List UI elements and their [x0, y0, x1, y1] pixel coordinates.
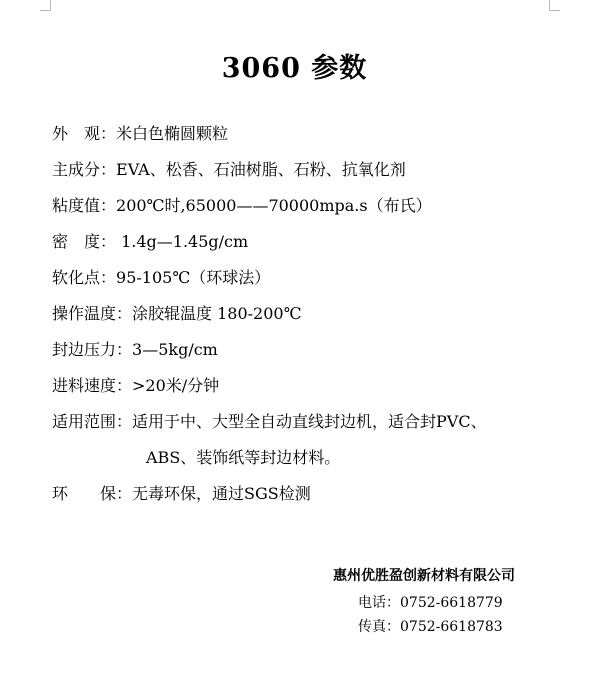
spec-label: 封边压力： [52, 340, 133, 359]
spec-list [52, 122, 582, 518]
spec-row-appearance [52, 122, 582, 158]
spec-row-environmental [52, 482, 582, 518]
page-corner-mark-right [549, 0, 560, 11]
page-corner-mark-left [40, 0, 51, 11]
document-title: 3060 参数 [221, 53, 368, 84]
spec-value: EVA、松香、石油树脂、石粉、抗氧化剂 [116, 160, 406, 179]
spec-row-composition [52, 158, 582, 194]
spec-row-density [52, 230, 582, 266]
spec-value: 95-105℃（环球法） [116, 268, 271, 287]
spec-value: 3—5kg/cm [132, 340, 218, 359]
spec-label: 密 度： [52, 232, 117, 251]
spec-value: 1.4g—1.45g/cm [116, 232, 249, 251]
company-phone: 电话：0752-6618779 [358, 595, 503, 611]
spec-label: 粘度值： [52, 196, 117, 215]
spec-row-viscosity [52, 194, 582, 230]
company-name: 惠州优胜盈创新材料有限公司 [333, 568, 515, 584]
spec-label: 操作温度： [52, 304, 133, 323]
spec-row-operating-temperature [52, 302, 582, 338]
spec-label: 进料速度： [52, 376, 133, 395]
spec-row-softening-point [52, 266, 582, 302]
spec-value: 无毒环保，通过SGS检测 [132, 484, 311, 503]
spec-value: 米白色椭圆颗粒 [116, 124, 229, 143]
spec-label: 主成分： [52, 160, 117, 179]
spec-row-application [52, 410, 582, 446]
spec-value: 200℃时,65000——70000mpa.s（布氏） [116, 196, 432, 215]
company-fax: 传真：0752-6618783 [358, 619, 503, 635]
spec-label: 环 保： [52, 484, 133, 503]
spec-label: 外 观： [52, 124, 117, 143]
spec-row-feed-speed [52, 374, 582, 410]
spec-value: 适用于中、大型全自动直线封边机，适合封PVC、 [132, 412, 487, 431]
spec-row-application-continued [52, 446, 582, 482]
spec-label: 软化点： [52, 268, 117, 287]
spec-value: ABS、装饰纸等封边材料。 [146, 448, 341, 467]
spec-row-edge-pressure [52, 338, 582, 374]
spec-label: 适用范围： [52, 412, 133, 431]
spec-value: >20米/分钟 [132, 376, 220, 395]
spec-value: 涂胶辊温度 180-200℃ [132, 304, 302, 323]
